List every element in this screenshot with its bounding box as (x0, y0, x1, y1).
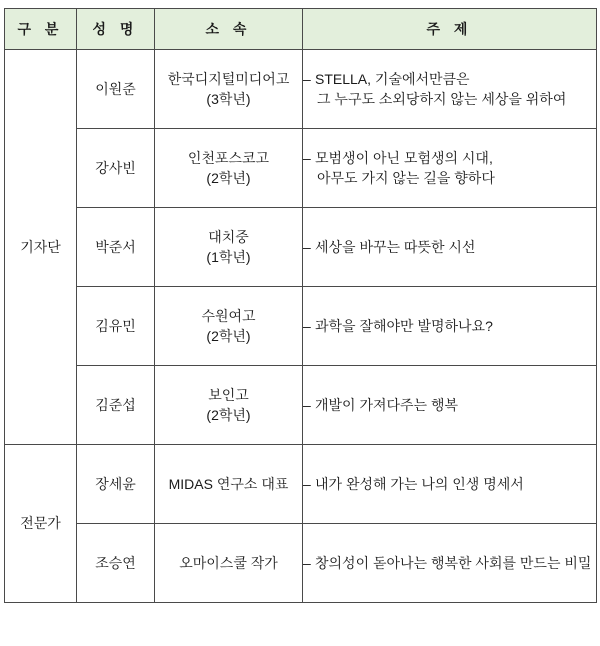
affiliation-text: 인천포스코고 (187, 149, 270, 166)
dash-mark: – (303, 554, 311, 571)
topic-cell (303, 366, 597, 445)
topic-cell (303, 287, 597, 366)
table-header (5, 9, 597, 50)
affiliation-cell (155, 445, 303, 524)
affiliation-cell (155, 50, 303, 129)
table-row (5, 50, 597, 129)
grade-text: (1학년) (206, 249, 251, 265)
topic-line (303, 316, 596, 336)
dash-mark: – (303, 317, 311, 334)
topic-cell (303, 445, 597, 524)
topic-cell (303, 50, 597, 129)
column-header-group: 구 분 (5, 9, 77, 50)
affiliation-cell (155, 287, 303, 366)
group-cell-experts: 전문가 (5, 445, 77, 603)
topic-cell (303, 129, 597, 208)
name-cell: 김유민 (77, 287, 155, 366)
table-row (5, 524, 597, 603)
name-cell: 박준서 (77, 208, 155, 287)
name-cell: 김준섭 (77, 366, 155, 445)
affiliation-cell (155, 524, 303, 603)
table-row (5, 208, 597, 287)
header-row (5, 9, 597, 50)
affiliation-cell (155, 208, 303, 287)
name-cell: 이원준 (77, 50, 155, 129)
topic-cell (303, 524, 597, 603)
topic-text: STELLA, 기술에서만큼은 (315, 70, 470, 87)
grade-text: (2학년) (206, 407, 251, 423)
grade-text: (2학년) (206, 328, 251, 344)
table-body (5, 50, 597, 603)
table-row (5, 129, 597, 208)
topic-line: 그 누구도 소외당하지 않는 세상을 위하여 (317, 91, 567, 107)
affiliation-text: 수원여고 (201, 307, 256, 324)
column-header-name: 성 명 (77, 9, 155, 50)
topic-text: 모범생이 아닌 모험생의 시대, (315, 149, 493, 166)
affiliation-text: 한국디지털미디어고 (167, 70, 290, 87)
affiliation-cell (155, 366, 303, 445)
topic-line (303, 395, 596, 415)
topic-text: 창의성이 돋아나는 행복한 사회를 만드는 비밀 (315, 554, 592, 571)
dash-mark: – (303, 70, 311, 87)
group-cell-reporters: 기자단 (5, 50, 77, 445)
table-row (5, 287, 597, 366)
topic-text: 과학을 잘해야만 발명하나요? (315, 317, 493, 334)
name-cell: 조승연 (77, 524, 155, 603)
affiliation-text: MIDAS 연구소 대표 (168, 475, 289, 492)
table-row (5, 445, 597, 524)
column-header-topic: 주 제 (303, 9, 597, 50)
name-cell: 강사빈 (77, 129, 155, 208)
topic-cell (303, 208, 597, 287)
topic-text: 내가 완성해 가는 나의 인생 명세서 (315, 475, 524, 492)
topic-line (303, 69, 596, 89)
speakers-table (4, 8, 597, 603)
affiliation-text: 오마이스쿨 작가 (179, 554, 278, 571)
topic-line: 아무도 가지 않는 길을 향하다 (317, 170, 495, 186)
topic-line (303, 474, 596, 494)
dash-mark: – (303, 149, 311, 166)
topic-text: 세상을 바꾸는 따뜻한 시선 (315, 238, 476, 255)
topic-line (303, 148, 596, 168)
topic-line (303, 553, 596, 573)
table-row (5, 366, 597, 445)
affiliation-text: 보인고 (208, 386, 249, 403)
dash-mark: – (303, 475, 311, 492)
name-cell: 장세윤 (77, 445, 155, 524)
grade-text: (2학년) (206, 170, 251, 186)
column-header-affiliation: 소 속 (155, 9, 303, 50)
grade-text: (3학년) (206, 91, 251, 107)
affiliation-text: 대치중 (208, 228, 249, 245)
dash-mark: – (303, 396, 311, 413)
topic-text: 개발이 가져다주는 행복 (315, 396, 459, 413)
affiliation-cell (155, 129, 303, 208)
topic-line (303, 237, 596, 257)
dash-mark: – (303, 238, 311, 255)
